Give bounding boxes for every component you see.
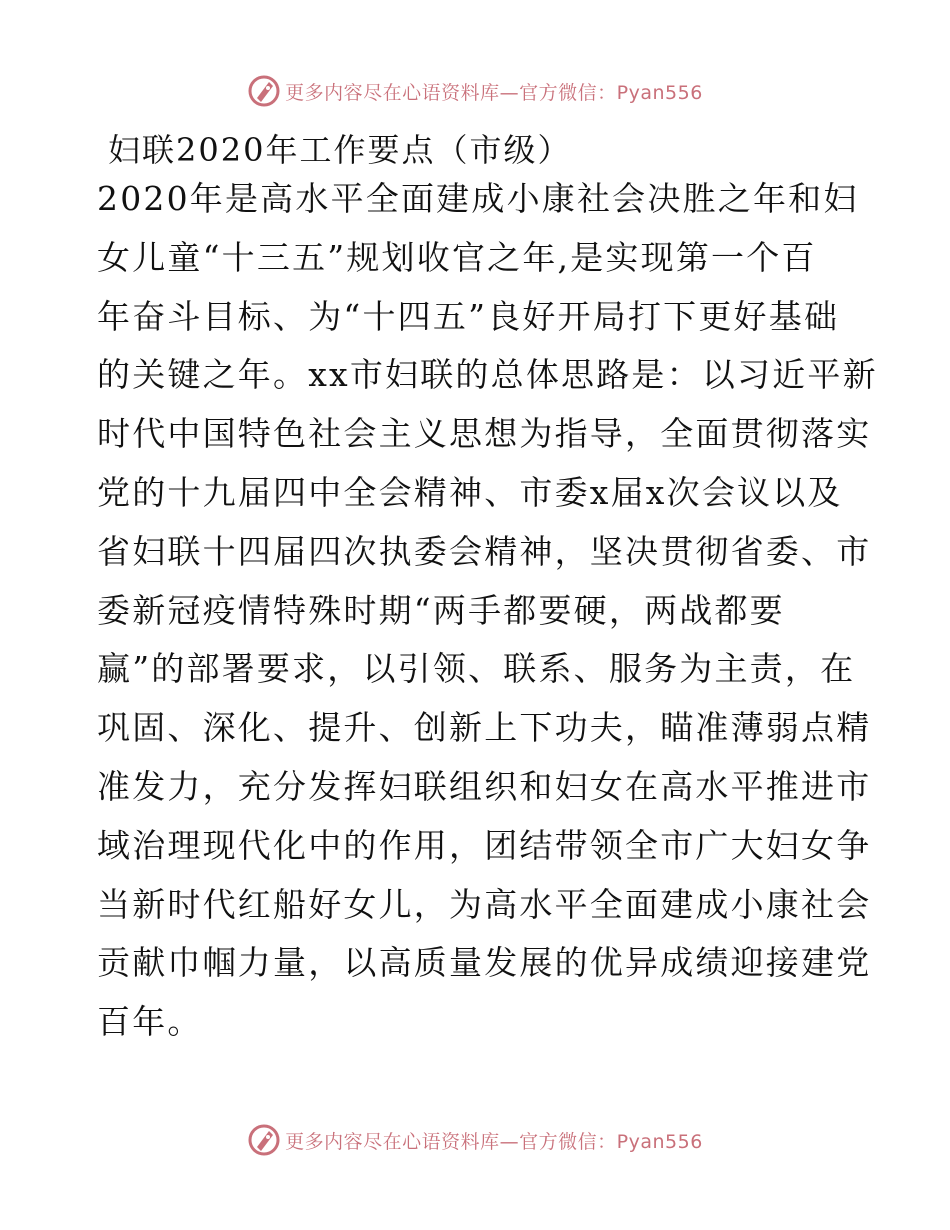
header-watermark <box>0 71 950 111</box>
body-line: 赢”的部署要求，以引领、联系、服务为主责，在 <box>97 649 856 689</box>
body-line: 年奋斗目标、为“十四五”良好开局打下更好基础 <box>97 296 840 336</box>
body-line: 域治理现代化中的作用，团结带领全市广大妇女争 <box>97 825 872 865</box>
body-line: 女儿童“十三五”规划收官之年,是实现第一个百 <box>97 237 817 277</box>
pen-nib-circle-icon <box>247 74 281 108</box>
body-line: 的关键之年。xx市妇联的总体思路是：以习近平新 <box>97 355 878 395</box>
footer-watermark <box>0 1120 950 1160</box>
watermark-text: 更多内容尽在心语资料库—官方微信：Pyan556 <box>285 81 703 104</box>
body-line: 准发力，充分发挥妇联组织和妇女在高水平推进市 <box>97 766 872 806</box>
watermark-text: 更多内容尽在心语资料库—官方微信：Pyan556 <box>285 1130 703 1153</box>
document-title: 妇联2020年工作要点（市级） <box>108 131 572 169</box>
body-line: 时代中国特色社会主义思想为指导，全面贯彻落实 <box>97 414 872 454</box>
body-line: 2020年是高水平全面建成小康社会决胜之年和妇 <box>97 179 859 218</box>
body-line: 巩固、深化、提升、创新上下功夫，瞄准薄弱点精 <box>97 708 872 748</box>
pen-nib-circle-icon <box>247 1123 281 1157</box>
body-line: 贡献巾帼力量，以高质量发展的优异成绩迎接建党 <box>97 943 872 983</box>
body-line: 百年。 <box>97 1002 203 1042</box>
document-body <box>97 170 878 1052</box>
body-line: 当新时代红船好女儿，为高水平全面建成小康社会 <box>97 884 872 924</box>
body-line: 党的十九届四中全会精神、市委x届x次会议以及 <box>97 472 843 512</box>
body-line: 委新冠疫情特殊时期“两手都要硬，两战都要 <box>97 590 785 630</box>
body-line: 省妇联十四届四次执委会精神，坚决贯彻省委、市 <box>97 531 872 571</box>
